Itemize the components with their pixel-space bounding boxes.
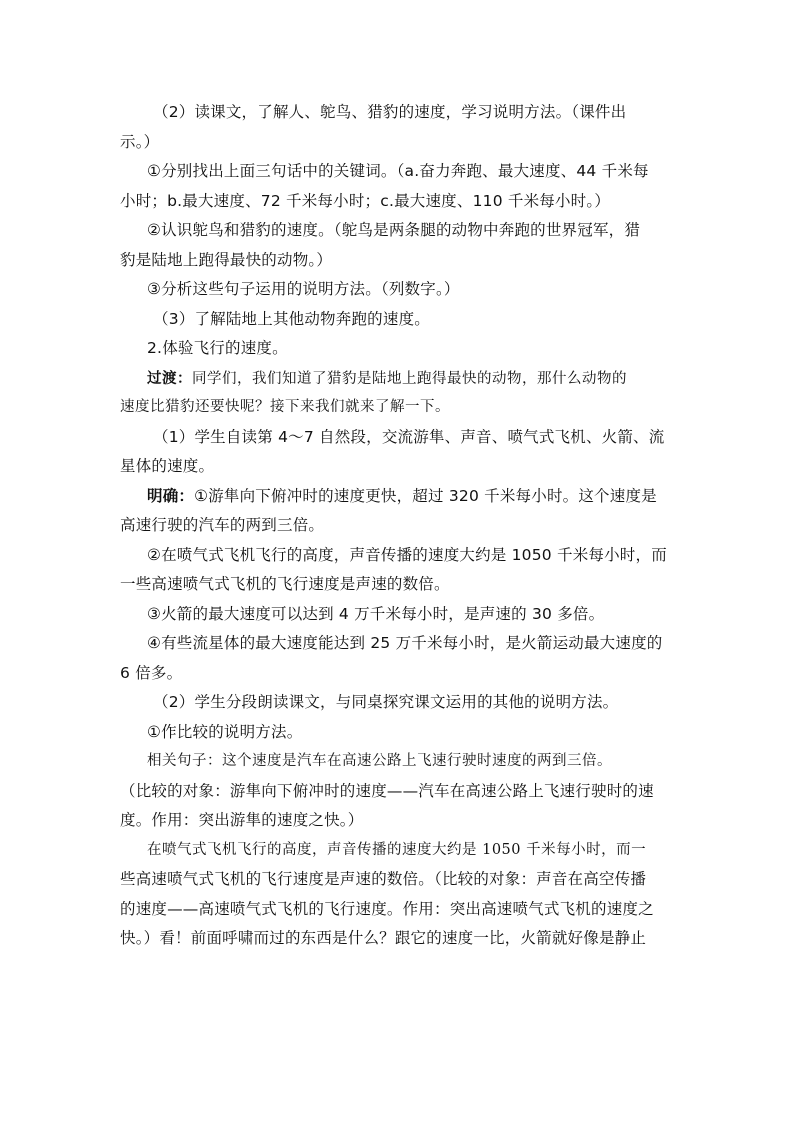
paragraph-line: ①分别找出上面三句话中的关键词。（a.奋力奔跑、最大速度、44 千米每 <box>147 162 649 180</box>
paragraph-line: 在喷气式飞机飞行的高度，声音传播的速度大约是 1050 千米每小时，而一 <box>147 841 647 858</box>
paragraph-line: 星体的速度。 <box>120 457 215 475</box>
paragraph-line: ③火箭的最大速度可以达到 4 万千米每小时，是声速的 30 多倍。 <box>147 604 605 623</box>
paragraph-line: （比较的对象：游隼向下俯冲时的速度——汽车在高速公路上飞速行驶时的速 <box>120 781 654 800</box>
paragraph-line <box>120 482 680 512</box>
paragraph-line: 快。）看！前面呼啸而过的东西是什么？跟它的速度一比，火箭就好像是静止 <box>120 929 647 947</box>
paragraph-line: 6 倍多。 <box>120 663 183 682</box>
paragraph-line: 高速行驶的汽车的两到三倍。 <box>120 516 325 534</box>
paragraph-line: （1）学生自读第 4～7 自然段，交流游隼、声音、喷气式飞机、火箭、流 <box>153 427 665 446</box>
paragraph-line: 2.体验飞行的速度。 <box>147 339 288 357</box>
paragraph-line: 豹是陆地上跑得最快的动物。） <box>120 250 333 269</box>
transition-label: 过渡： <box>147 369 192 387</box>
clarify-text: ①游隼向下俯冲时的速度更快，超过 320 千米每小时。这个速度是 <box>194 486 657 505</box>
paragraph-line: ②在喷气式飞机飞行的高度，声音传播的速度大约是 1050 千米每小时，而 <box>147 545 667 564</box>
paragraph-line: 小时；b.最大速度、72 千米每小时；c.最大速度、110 千米每小时。） <box>120 191 611 210</box>
paragraph-line: ④有些流星体的最大速度能达到 25 万千米每小时，是火箭运动最大速度的 <box>147 634 663 652</box>
paragraph-line: ①作比较的说明方法。 <box>147 722 303 741</box>
clarify-label: 明确： <box>147 486 195 505</box>
paragraph-line: 一些高速喷气式飞机的飞行速度是声速的数倍。 <box>120 575 450 593</box>
paragraph-line: （2）学生分段朗读课文，与同桌探究课文运用的其他的说明方法。 <box>153 693 619 711</box>
paragraph-line: 的速度——高速喷气式飞机的飞行速度。作用：突出高速喷气式飞机的速度之 <box>120 899 654 918</box>
paragraph-line: ③分析这些句子运用的说明方法。（列数字。） <box>147 280 460 298</box>
paragraph-line: 度。作用：突出游隼的速度之快。） <box>120 811 364 829</box>
paragraph-line: 相关句子：这个速度是汽车在高速公路上飞速行驶时速度的两到三倍。 <box>147 753 612 769</box>
paragraph-line: 些高速喷气式飞机的飞行速度是声速的数倍。（比较的对象：声音在高空传播 <box>120 870 647 888</box>
paragraph-line: （3）了解陆地上其他动物奔跑的速度。 <box>153 309 430 328</box>
paragraph-line: ②认识鸵鸟和猎豹的速度。（鸵鸟是两条腿的动物中奔跑的世界冠军，猎 <box>147 221 641 239</box>
paragraph-line: 示。） <box>120 132 160 151</box>
paragraph-line: （2）读课文，了解人、鸵鸟、猎豹的速度，学习说明方法。（课件出 <box>153 103 627 121</box>
paragraph-line: 速度比猎豹还要快呢？接下来我们就来了解一下。 <box>120 399 450 415</box>
paragraph-line <box>120 364 680 394</box>
transition-text: 同学们，我们知道了猎豹是陆地上跑得最快的动物，那什么动物的 <box>192 370 627 387</box>
lesson-plan-text <box>120 98 680 954</box>
